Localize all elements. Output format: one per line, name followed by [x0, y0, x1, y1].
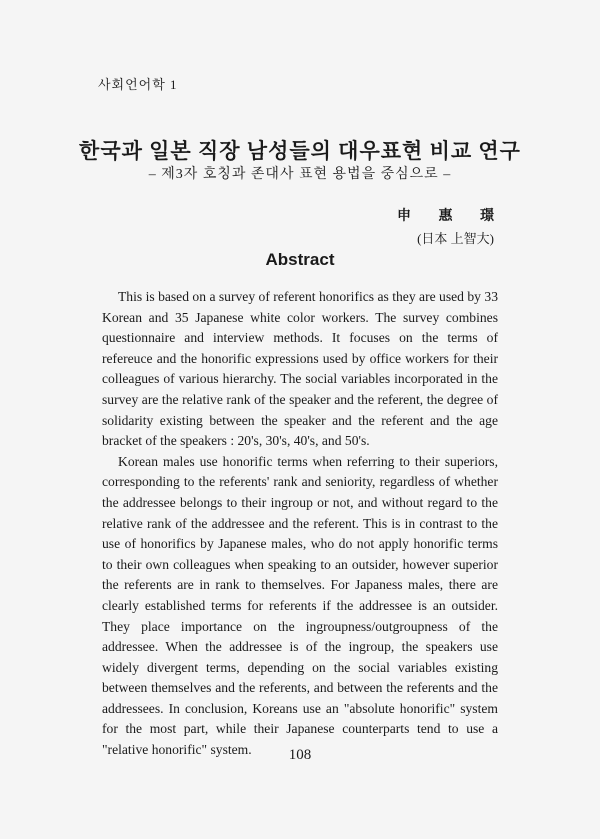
author-affiliation: (日本 上智大) — [417, 231, 494, 246]
abstract-body — [102, 287, 498, 761]
paper-subtitle: – 제3자 호칭과 존대사 표현 용법을 중심으로 – — [148, 167, 452, 182]
abstract-paragraph: Korean males use honorific terms when referring to their superiors, corresponding to the referents' rank and seniority, regardless of whether the addressee belongs to their ingroup or not, and without regard to the relative rank of the addressee and the referent. This is in contrast to the use of honorifics by Japanese males, who do not apply honorific terms to their own colleagues when speaking to an outsider, however superior the referents are in rank to themselves. For Japaness males, there are clearly established terms for referents if the addressee is an outsider. They place importance on the ingroupness/outgroupness of the addressee. When the addressee is of the ingroup, the speakers use widely divergent terms, depending on the social variables existing between themselves and the referents, and between the referents and the addressees. In conclusion, Koreans use an "absolute honorific" system for the most part, while their Japanese counterparts tend to use a "relative honorific" system. — [102, 453, 498, 758]
paper-title: 한국과 일본 직장 남성들의 대우표현 비교 연구 — [79, 139, 521, 163]
author-block — [397, 205, 506, 247]
running-header: 사회언어학 1 — [98, 77, 178, 92]
abstract-heading: Abstract — [265, 250, 335, 269]
author-name: 申 惠 璟 — [397, 209, 506, 224]
page-number: 108 — [288, 747, 312, 763]
abstract-paragraph: This is based on a survey of referent honorifics as they are used by 33 Korean and 35 Japanese white color workers. The survey combines questionnaire and interview methods. It focuses on the terms of refereuce and the honorific expressions used by office workers for their colleagues of various hierarchy. The social variables incorporated in the survey are the relative rank of the speaker and the referent, the degree of solidarity existing between the speaker and the referent and the age bracket of the speakers : 20's, 30's, 40's, and 50's. — [102, 289, 498, 449]
